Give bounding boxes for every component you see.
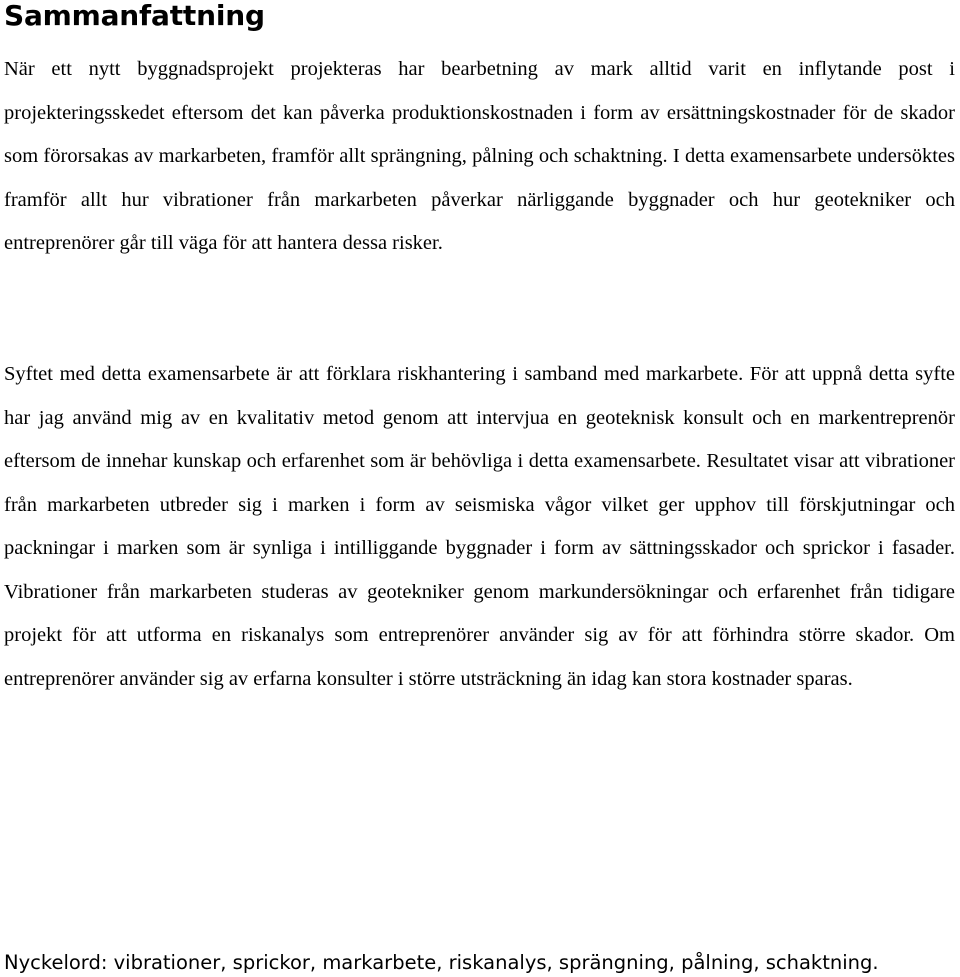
summary-paragraph-2: Syftet med detta examensarbete är att förklara riskhantering i samband med markarbete. För att uppnå detta syfte har jag använd mig av en kvalitativ metod genom att intervjua en geoteknisk konsult och en markentreprenör eftersom de innehar kunskap och erfarenhet som är behövliga i detta examensarbete. Resultatet visar att vibrationer från markarbeten utbreder sig i marken i form av seismiska vågor vilket ger upphov till förskjutningar och packningar i marken som är synliga i intilliggande byggnader i form av sättningsskador och sprickor i fasader. Vibrationer från markarbeten studeras av geotekniker genom markundersökningar och erfarenhet från tidigare projekt för att utforma en riskanalys som entreprenörer använder sig av för att förhindra större skador. Om entreprenörer använder sig av erfarna konsulter i större utsträckning än idag kan stora kostnader sparas. xyxy=(4,363,955,690)
keywords-line: Nyckelord: vibrationer, sprickor, markarbete, riskanalys, sprängning, pålning, schaktning. xyxy=(4,951,879,974)
summary-paragraph-1: När ett nytt byggnadsprojekt projekteras har bearbetning av mark alltid varit en inflytande post i projekteringsskedet eftersom det kan påverka produktionskostnaden i form av ersättningskostnader för de skador som förorsakas av markarbeten, framför allt sprängning, pålning och schaktning. I detta examensarbete undersöktes framför allt hur vibrationer från markarbeten påverkar närliggande byggnader och hur geotekniker och entreprenörer går till väga för att hantera dessa risker. xyxy=(4,58,955,254)
page-title: Sammanfattning xyxy=(4,0,265,32)
